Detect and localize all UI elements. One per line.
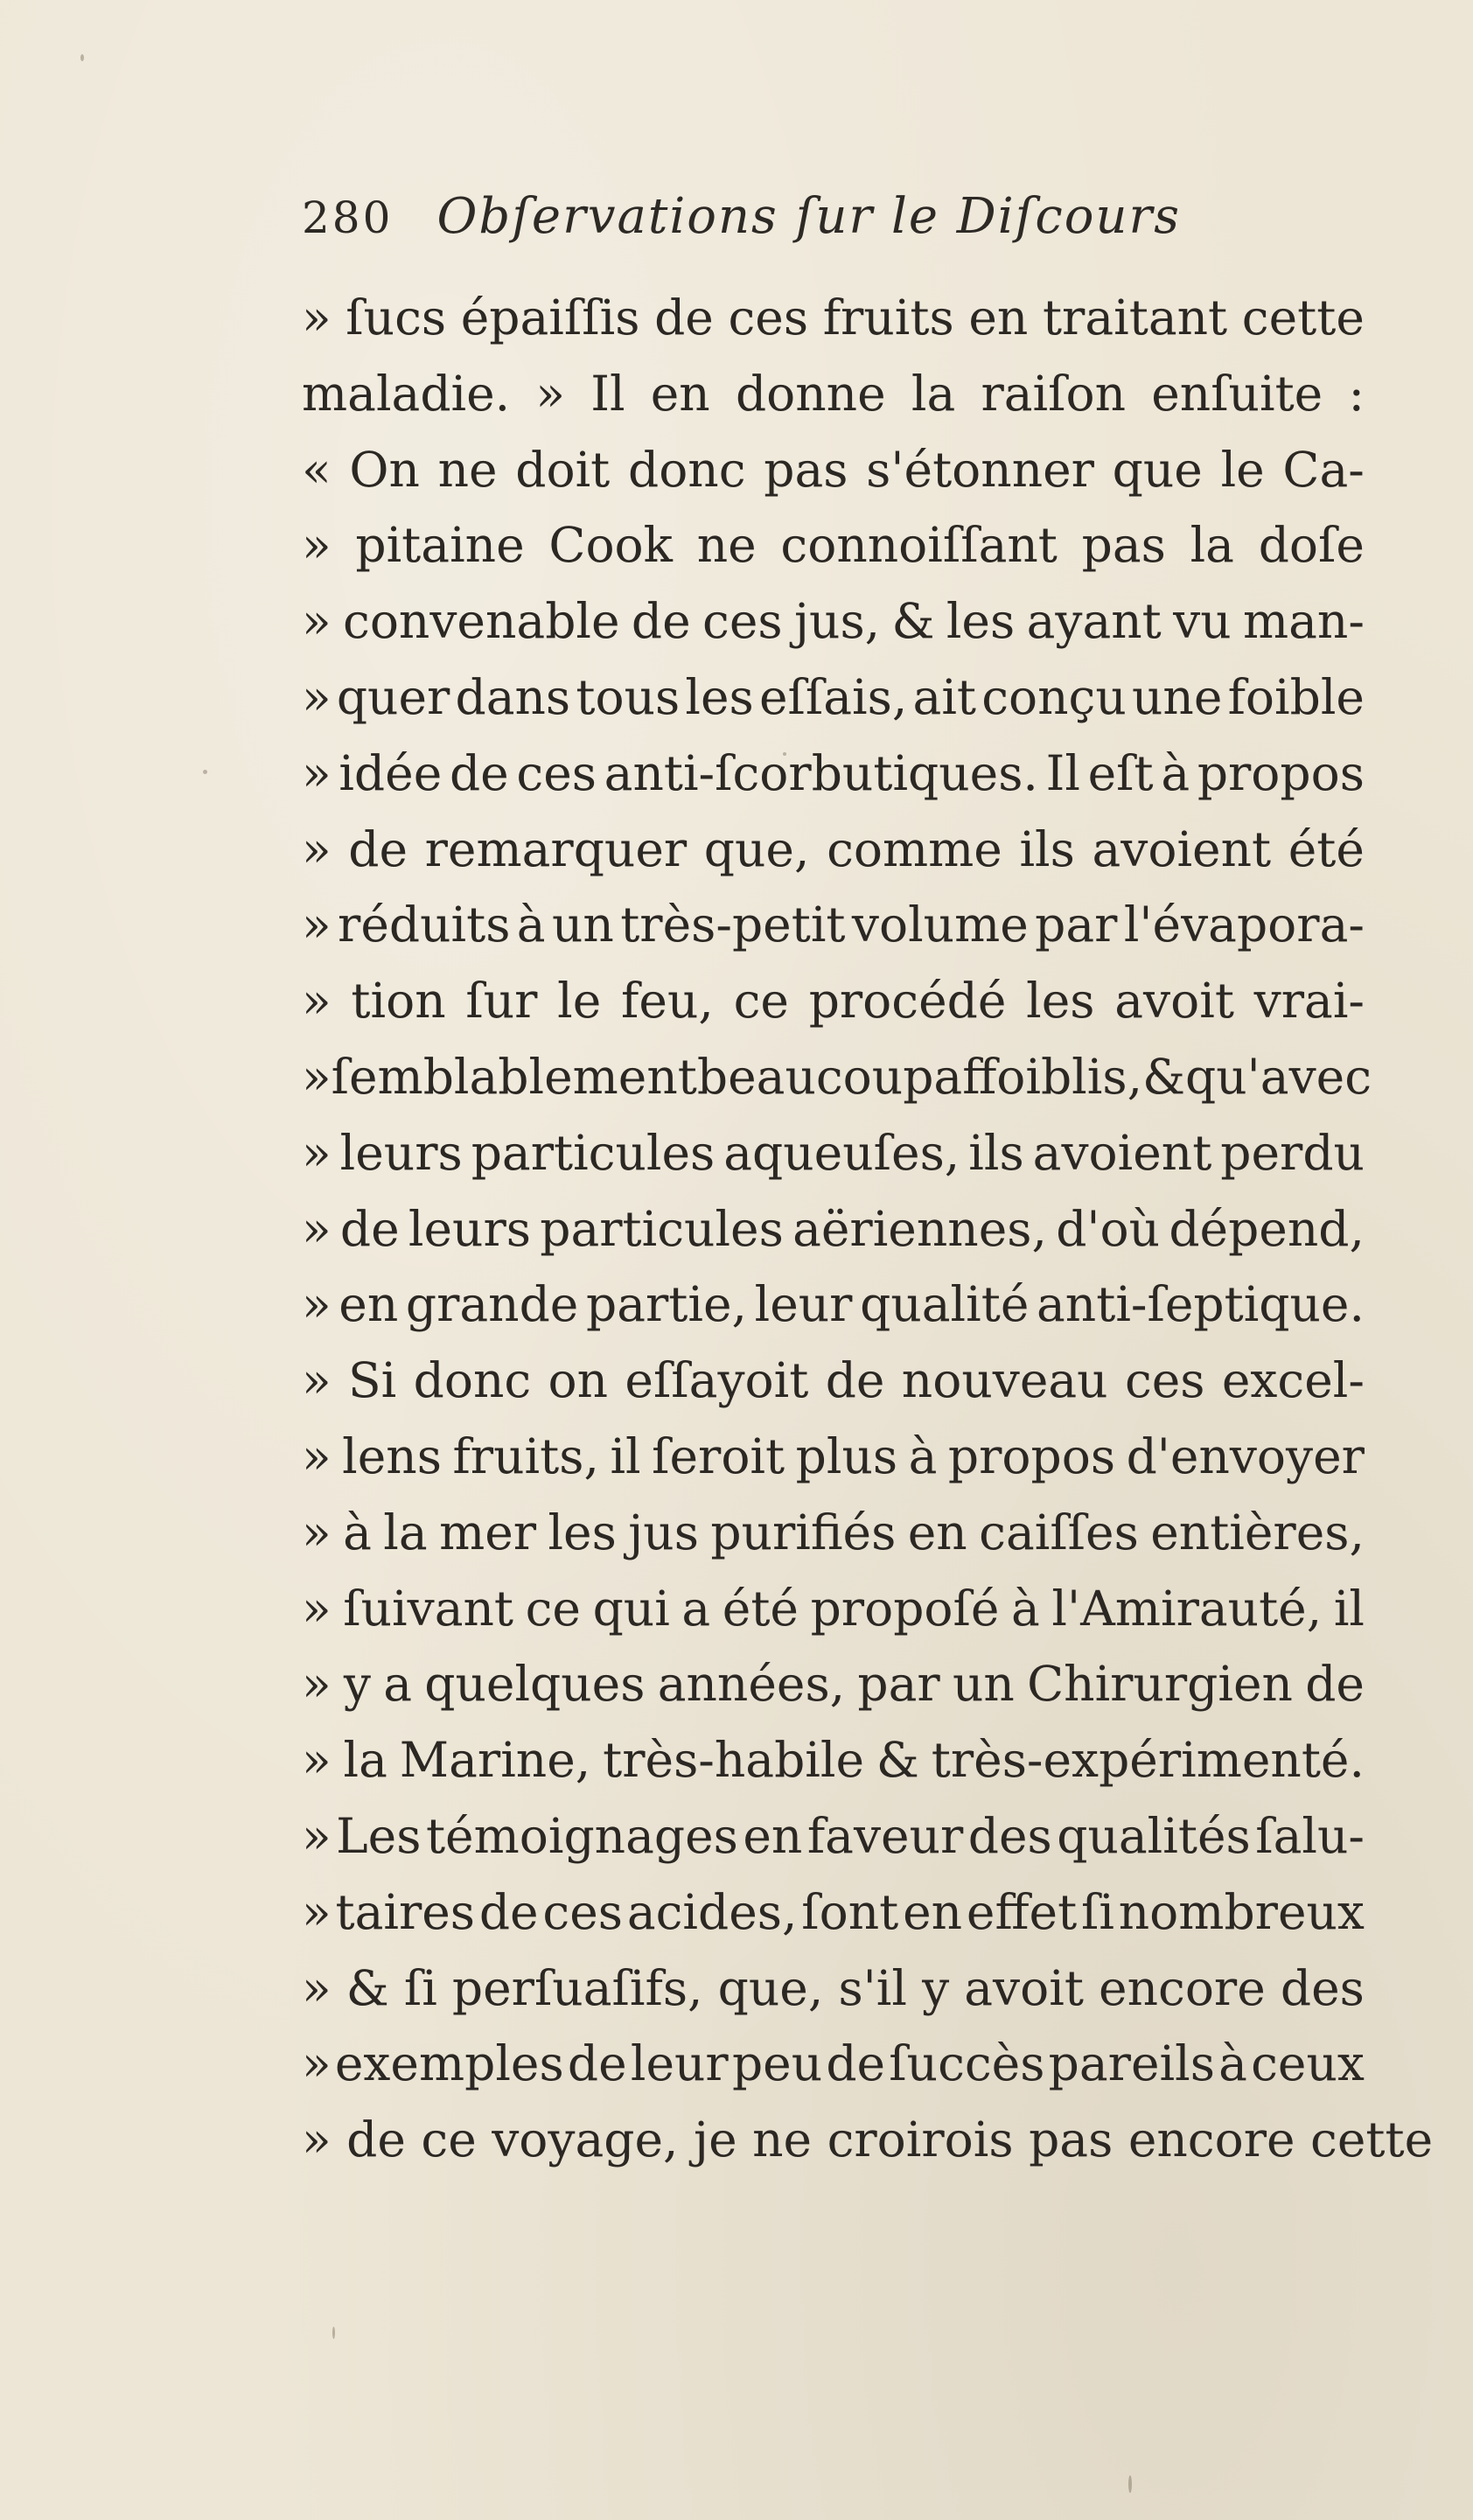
word: » — [302, 897, 332, 953]
word: a — [383, 1656, 413, 1713]
word: de — [567, 2035, 627, 2092]
word: en — [339, 1276, 399, 1333]
word: » — [302, 1352, 332, 1409]
text-line — [302, 280, 1365, 356]
word: les — [1026, 973, 1095, 1030]
word: jus, — [793, 593, 881, 650]
text-line — [302, 1951, 1365, 2027]
text-line — [302, 887, 1365, 963]
word: en — [903, 1883, 963, 1940]
word: foible — [1227, 668, 1365, 725]
word: & — [346, 1959, 389, 2016]
page-number: 280 — [302, 192, 394, 243]
word: enſuite — [1151, 365, 1323, 422]
word: de — [825, 1352, 885, 1409]
word: à — [343, 1504, 372, 1560]
word: que, — [717, 1959, 824, 2016]
word: » — [302, 2112, 332, 2168]
word: partie, — [585, 1276, 747, 1333]
word: » — [302, 973, 332, 1030]
word: fruits — [822, 290, 954, 346]
word: » — [302, 1124, 332, 1181]
word: » — [302, 1807, 332, 1864]
word: pas — [764, 441, 848, 498]
word: très-habile — [603, 1732, 865, 1789]
word: » — [302, 290, 332, 346]
word: épaiſſis — [460, 290, 640, 346]
word: Chirurgien — [1027, 1656, 1293, 1713]
word: & — [1142, 1048, 1186, 1105]
word: été — [722, 1580, 799, 1637]
word: de — [631, 593, 691, 650]
word: » — [302, 1656, 332, 1713]
word: remarquer — [424, 820, 688, 877]
word: les — [685, 668, 754, 725]
word: propoſé — [810, 1580, 1000, 1637]
text-line — [302, 1039, 1372, 1115]
word: la — [1190, 517, 1234, 574]
word: effet — [966, 1883, 1078, 1940]
word: ce — [525, 1580, 581, 1637]
word: connoiſſant — [780, 517, 1058, 574]
word: avoient — [1032, 1124, 1212, 1181]
word: caiſſes — [979, 1504, 1139, 1560]
word: l'Amirauté, — [1051, 1580, 1323, 1637]
word: Si — [348, 1352, 397, 1409]
text-line — [302, 432, 1365, 508]
word: eſſayoit — [625, 1352, 809, 1409]
word: qui — [592, 1580, 670, 1637]
word: aqueuſes, — [723, 1124, 960, 1181]
word: particules — [471, 1124, 716, 1181]
word: ce — [733, 973, 789, 1030]
word: comme — [827, 820, 1002, 877]
word: affoiblis, — [933, 1048, 1143, 1105]
word: procédé — [808, 973, 1007, 1030]
word: vrai- — [1253, 973, 1365, 1030]
text-line — [302, 1495, 1365, 1571]
word: jus — [628, 1504, 699, 1560]
word: les — [946, 593, 1016, 650]
text-line — [302, 1646, 1365, 1722]
word: à — [1218, 2035, 1247, 2092]
word: particules — [540, 1200, 784, 1257]
text-line — [302, 583, 1365, 660]
word: la — [383, 1504, 428, 1560]
word: ait — [912, 668, 977, 725]
word: volume — [851, 897, 1029, 953]
word: Il — [590, 365, 625, 422]
word: plus — [795, 1428, 898, 1484]
word: » — [302, 668, 332, 725]
word: ſeroit — [652, 1428, 785, 1484]
word: ces — [702, 593, 783, 650]
text-line — [302, 1798, 1365, 1874]
word: été — [1288, 820, 1365, 877]
word: à — [908, 1428, 938, 1484]
word: faveur — [806, 1807, 964, 1864]
word: » — [302, 1504, 332, 1560]
word: entières, — [1150, 1504, 1365, 1560]
word: voyage, — [492, 2112, 679, 2168]
word: quelques — [424, 1656, 646, 1713]
word: fruits, — [452, 1428, 599, 1484]
text-line — [302, 1267, 1365, 1343]
word: feu, — [621, 973, 714, 1030]
word: leurs — [339, 1124, 463, 1181]
word: doſe — [1258, 517, 1365, 574]
word: pas — [1029, 2112, 1113, 2168]
word: » — [302, 1883, 332, 1940]
word: l'évapora- — [1123, 897, 1365, 953]
word: anti-ſcorbutiques. — [604, 744, 1038, 801]
word: ſi — [1080, 1883, 1114, 1940]
text-line — [302, 963, 1365, 1039]
paper-speck — [203, 770, 207, 774]
word: & — [876, 1732, 919, 1789]
word: ſont — [801, 1883, 899, 1940]
word: » — [302, 2035, 332, 2092]
word: encore — [1127, 2112, 1295, 2168]
word: en — [650, 365, 710, 422]
word: ces — [516, 744, 597, 801]
text-line — [302, 1722, 1365, 1798]
text-line — [302, 812, 1365, 888]
word: aëriennes, — [792, 1200, 1047, 1257]
text-line — [302, 1343, 1365, 1419]
word: On — [349, 441, 420, 498]
word: grande — [405, 1276, 579, 1333]
word: réduits — [338, 897, 511, 953]
word: en — [907, 1504, 967, 1560]
word: ils — [968, 1124, 1024, 1181]
paper-speck — [1128, 2475, 1132, 2493]
word: le — [557, 973, 602, 1030]
text-line — [302, 2026, 1365, 2102]
word: ayant — [1026, 593, 1162, 650]
word: ces — [1124, 1352, 1205, 1409]
word: » — [302, 517, 332, 574]
word: idée — [339, 744, 443, 801]
word: avoit — [1114, 973, 1234, 1030]
word: que, — [703, 820, 810, 877]
word: ſalu- — [1255, 1807, 1365, 1864]
word: ces — [728, 290, 809, 346]
word: ceux — [1251, 2035, 1365, 2092]
word: donc — [627, 441, 746, 498]
word: propos — [947, 1428, 1116, 1484]
word: purifiés — [710, 1504, 897, 1560]
word: excel- — [1221, 1352, 1365, 1409]
word: raiſon — [981, 365, 1127, 422]
word: les — [548, 1504, 617, 1560]
word: y — [922, 1959, 950, 2016]
word: pitaine — [355, 517, 525, 574]
word: je — [694, 2112, 737, 2168]
word: qu'avec — [1185, 1048, 1372, 1105]
word: » — [302, 593, 332, 650]
word: avoit — [964, 1959, 1084, 2016]
word: il — [610, 1428, 641, 1484]
word: » — [302, 744, 332, 801]
word: de — [654, 290, 714, 346]
word: de — [348, 820, 408, 877]
word: s'étonner — [866, 441, 1094, 498]
word: man- — [1242, 593, 1365, 650]
word: ces — [542, 1883, 623, 1940]
word: quer — [336, 668, 450, 725]
word: Cook — [548, 517, 673, 574]
word: » — [302, 1959, 332, 2016]
word: exemples — [334, 2035, 564, 2092]
word: cette — [1241, 290, 1365, 346]
word: pareils — [1048, 2035, 1215, 2092]
word: tion — [351, 973, 446, 1030]
word: par — [857, 1656, 940, 1713]
word: beaucoup — [696, 1048, 934, 1105]
word: nouveau — [901, 1352, 1108, 1409]
word: a — [681, 1580, 711, 1637]
word: pas — [1081, 517, 1166, 574]
word: donne — [735, 365, 886, 422]
paper-speck — [332, 2327, 335, 2339]
word: ſuccès — [889, 2035, 1045, 2092]
text-line — [302, 1419, 1365, 1495]
text-line — [302, 736, 1365, 812]
paper-speck — [80, 54, 84, 61]
text-line — [302, 1115, 1365, 1191]
word: de — [339, 1200, 400, 1257]
word: la — [343, 1732, 387, 1789]
word: convenable — [343, 593, 620, 650]
word: vu — [1173, 593, 1232, 650]
word: Marine, — [399, 1732, 591, 1789]
word: » — [302, 1276, 332, 1333]
word: que — [1112, 441, 1203, 498]
word: propos — [1197, 744, 1365, 801]
word: Il — [1045, 744, 1080, 801]
running-title: Obſervations ſur le Diſcours — [436, 188, 1181, 245]
word: de — [1305, 1656, 1365, 1713]
word: en — [743, 1807, 803, 1864]
word: y — [343, 1656, 371, 1713]
word: la — [911, 365, 956, 422]
word: avoient — [1092, 820, 1272, 877]
word: perſuaſifs, — [451, 1959, 703, 2016]
word: s'il — [838, 1959, 907, 2016]
word: encore — [1099, 1959, 1266, 2016]
text-line — [302, 660, 1365, 736]
word: » — [302, 820, 332, 877]
word: » — [302, 1200, 332, 1257]
word: un — [551, 897, 614, 953]
word: de — [478, 1883, 539, 1940]
word: donc — [413, 1352, 532, 1409]
word: traitant — [1042, 290, 1228, 346]
text-line — [302, 1571, 1365, 1647]
word: ne — [437, 441, 498, 498]
word: qualité — [860, 1276, 1030, 1333]
word: » — [302, 1048, 332, 1105]
word: acides, — [626, 1883, 798, 1940]
word: ſuivant — [343, 1580, 514, 1637]
word: leur — [630, 2035, 729, 2092]
word: anti-ſeptique. — [1037, 1276, 1365, 1333]
word: Ca- — [1282, 441, 1365, 498]
word: & — [891, 593, 935, 650]
word: qualités — [1057, 1807, 1251, 1864]
word: » — [302, 1428, 332, 1484]
word: conçu — [981, 668, 1127, 725]
word: ce — [421, 2112, 477, 2168]
word: « — [302, 441, 332, 498]
running-head — [302, 188, 1351, 258]
word: on — [548, 1352, 609, 1409]
word: le — [1220, 441, 1265, 498]
word: ſemblablement — [331, 1048, 697, 1105]
word: d'envoyer — [1126, 1428, 1365, 1484]
word: » — [302, 1580, 332, 1637]
word: leurs — [408, 1200, 531, 1257]
word: très-expérimenté. — [931, 1732, 1365, 1789]
word: ſi — [403, 1959, 437, 2016]
text-line — [302, 356, 1365, 432]
word: cette — [1310, 2112, 1434, 2168]
word: tous — [576, 668, 681, 725]
word: leur — [754, 1276, 853, 1333]
word: témoignages — [425, 1807, 738, 1864]
body-text — [302, 280, 1434, 2178]
word: ne — [752, 2112, 813, 2168]
word: maladie. — [302, 365, 511, 422]
word: de — [826, 2035, 886, 2092]
word: ils — [1019, 820, 1075, 877]
word: des — [1280, 1959, 1365, 2016]
word: en — [968, 290, 1029, 346]
word: » — [302, 1732, 332, 1789]
word: ſucs — [346, 290, 447, 346]
word: un — [952, 1656, 1015, 1713]
word: perdu — [1220, 1124, 1365, 1181]
text-line — [302, 1191, 1365, 1267]
word: ſur — [465, 973, 538, 1030]
word: très-petit — [620, 897, 846, 953]
word: à — [1161, 744, 1190, 801]
text-line — [302, 507, 1365, 583]
word: Les — [336, 1807, 422, 1864]
word: croirois — [827, 2112, 1014, 2168]
word: doit — [515, 441, 611, 498]
word: dans — [455, 668, 571, 725]
word: à — [1011, 1580, 1040, 1637]
word: des — [967, 1807, 1052, 1864]
word: années, — [657, 1656, 846, 1713]
word: à — [516, 897, 546, 953]
word: dépend, — [1169, 1200, 1365, 1257]
word: taires — [335, 1883, 476, 1940]
word: peu — [731, 2035, 823, 2092]
word: par — [1035, 897, 1118, 953]
text-line — [302, 1874, 1365, 1951]
word: : — [1348, 365, 1365, 422]
word: lens — [342, 1428, 442, 1484]
text-line — [302, 2102, 1434, 2178]
word: nombreux — [1118, 1883, 1365, 1940]
word: une — [1131, 668, 1223, 725]
word: il — [1333, 1580, 1365, 1637]
word: de — [449, 744, 509, 801]
word: eſſais, — [758, 668, 908, 725]
word: eſt — [1087, 744, 1154, 801]
word: » — [535, 365, 566, 422]
word: d'où — [1056, 1200, 1161, 1257]
word: ne — [696, 517, 757, 574]
word: de — [346, 2112, 406, 2168]
word: mer — [439, 1504, 537, 1560]
